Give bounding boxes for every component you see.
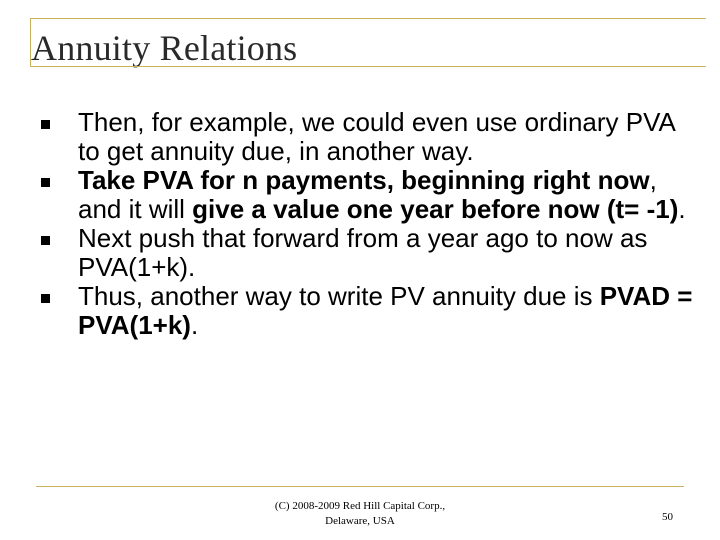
slide-title: Annuity Relations — [31, 28, 298, 68]
title-underline-rule — [30, 66, 706, 67]
bullet-text: . — [678, 194, 686, 224]
bullet-item — [40, 282, 700, 340]
bullet-text: , and it will — [78, 165, 657, 224]
bullet-text-bold: Take PVA for n payments, beginning right now — [78, 165, 650, 195]
bullet-text: Then, for example, we could even use ordinary PVA to get annuity due, in another way. — [78, 107, 675, 166]
bullet-list — [40, 108, 700, 340]
footer-line-1: (C) 2008-2009 Red Hill Capital Corp., — [274, 500, 446, 512]
square-bullet-icon — [41, 236, 50, 245]
bullet-text: . — [190, 310, 199, 340]
bullet-text: Next push that forward from a year ago to now as PVA(1+k). — [78, 223, 648, 282]
bullet-text-bold: give a value one year before now (t= -1) — [192, 194, 679, 224]
footer-copyright — [250, 499, 470, 529]
footer-line-2: Delaware, USA — [325, 515, 395, 527]
title-frame-top-rule — [30, 18, 706, 19]
bullet-text: Thus, another way to write PV annuity due is — [78, 281, 600, 311]
bullet-text-bold: PVAD = PVA(1+k) — [78, 281, 693, 340]
square-bullet-icon — [41, 178, 50, 187]
footer-rule — [36, 486, 684, 487]
square-bullet-icon — [41, 294, 50, 303]
bullet-item — [40, 224, 700, 282]
square-bullet-icon — [41, 120, 50, 129]
bullet-item — [40, 166, 700, 224]
bullet-item — [40, 108, 700, 166]
page-number: 50 — [662, 511, 673, 523]
